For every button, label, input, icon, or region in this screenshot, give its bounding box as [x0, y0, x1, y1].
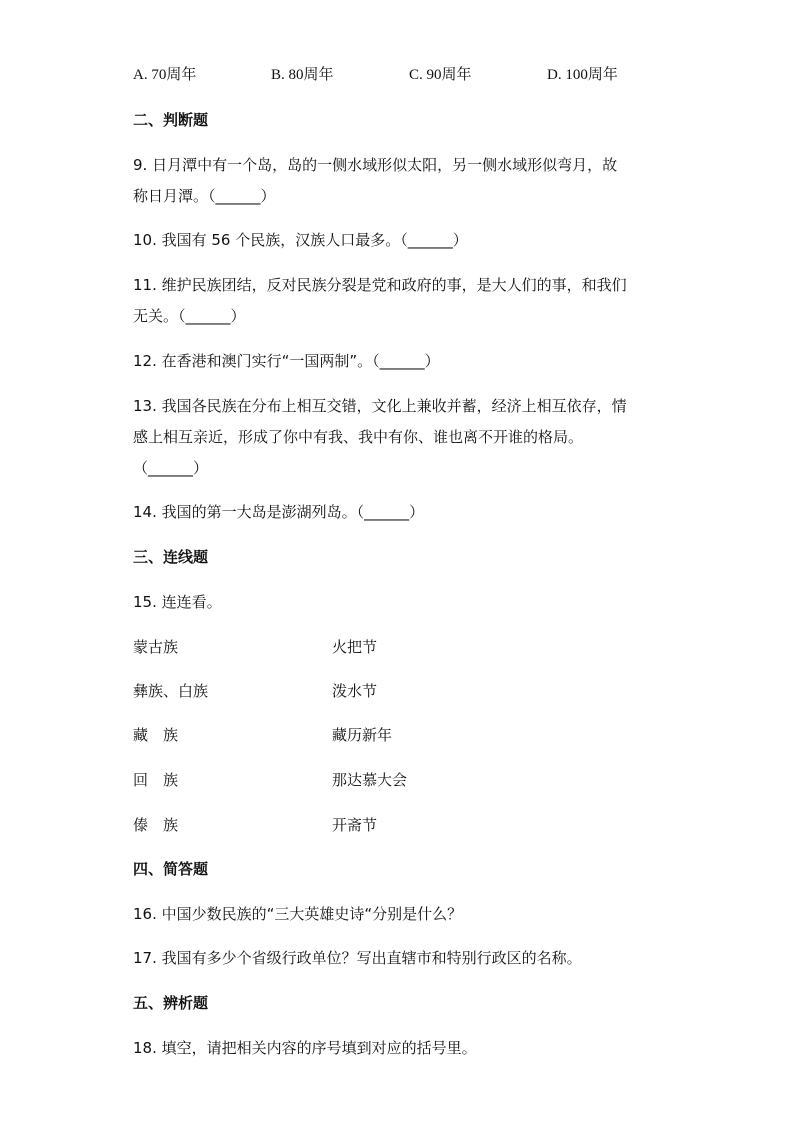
- question-9-line1: 9. 日月潭中有一个岛，岛的一侧水域形似太阳，另一侧水域形似弯月，故: [133, 156, 618, 174]
- match-right-item: 那达慕大会: [332, 771, 408, 789]
- section-short-heading: 四、简答题: [133, 860, 209, 878]
- question-11-line1: 11. 维护民族团结，反对民族分裂是党和政府的事，是大人们的事，和我们: [133, 276, 627, 294]
- match-left-item: 藏 族: [133, 726, 179, 744]
- option-c: C. 90周年: [409, 67, 472, 83]
- match-right-item: 开斋节: [332, 816, 378, 834]
- question-15: 15. 连连看。: [133, 593, 222, 611]
- question-12: 12. 在香港和澳门实行“一国两制”。（______）: [133, 352, 440, 370]
- question-14: 14. 我国的第一大岛是澎湖列岛。（______）: [133, 503, 425, 521]
- match-left-item: 回 族: [133, 771, 179, 789]
- option-a: A. 70周年: [133, 67, 197, 83]
- question-13-line2: 感上相互亲近，形成了你中有我、我中有你、谁也离不开谁的格局。: [133, 428, 584, 446]
- option-d: D. 100周年: [547, 67, 618, 83]
- section-analysis-heading: 五、辨析题: [133, 994, 209, 1012]
- match-left-item: 蒙古族: [133, 638, 179, 656]
- section-judge-heading: 二、判断题: [133, 111, 209, 129]
- question-16: 16. 中国少数民族的“三大英雄史诗“分别是什么？: [133, 905, 463, 923]
- match-right-item: 藏历新年: [332, 726, 393, 744]
- match-right-item: 泼水节: [332, 682, 378, 700]
- question-9-line2: 称日月潭。（______）: [133, 187, 276, 205]
- match-left-item: 彝族、白族: [133, 682, 209, 700]
- question-13-line3: （______）: [133, 459, 209, 477]
- question-13-line1: 13. 我国各民族在分布上相互交错，文化上兼收并蓄，经济上相互依存，情: [133, 397, 627, 415]
- section-match-heading: 三、连线题: [133, 548, 209, 566]
- question-17: 17. 我国有多少个省级行政单位？写出直辖市和特别行政区的名称。: [133, 949, 582, 967]
- match-left-item: 傣 族: [133, 816, 179, 834]
- match-right-item: 火把节: [332, 638, 378, 656]
- question-18: 18. 填空，请把相关内容的序号填到对应的括号里。: [133, 1039, 477, 1057]
- question-10: 10. 我国有 56 个民族，汉族人口最多。（______）: [133, 231, 468, 249]
- question-11-line2: 无关。（______）: [133, 307, 246, 325]
- option-b: B. 80周年: [271, 67, 334, 83]
